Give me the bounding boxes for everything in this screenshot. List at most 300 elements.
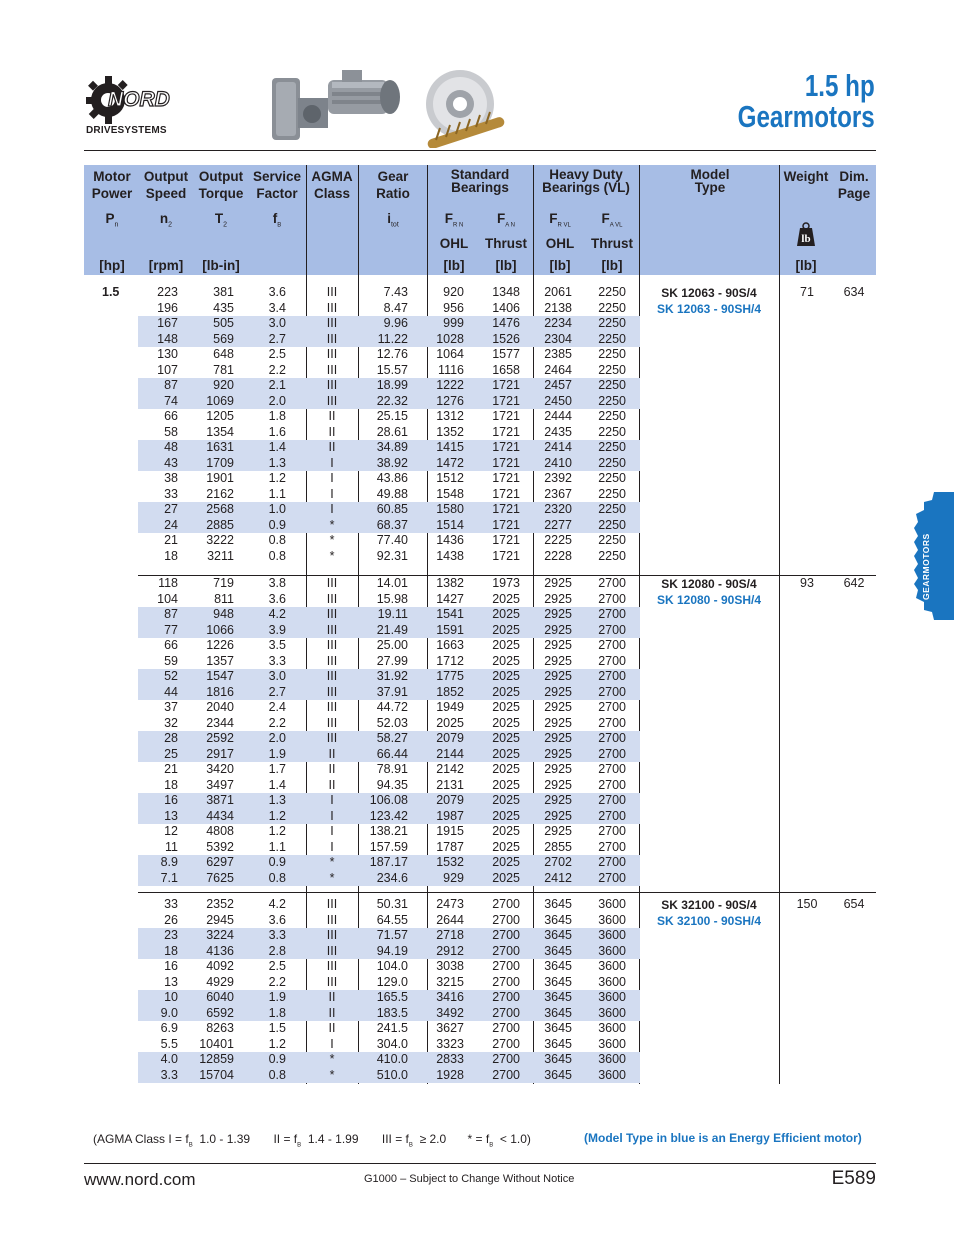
side-tab-label: GEARMOTORS — [921, 533, 931, 600]
table-cell: 2025 — [492, 824, 520, 838]
table-cell: 2352 — [206, 897, 234, 911]
table-cell: 3.8 — [268, 576, 286, 590]
table-cell: 1721 — [492, 533, 520, 547]
table-cell: 2025 — [492, 607, 520, 621]
table-cell: 223 — [157, 285, 178, 299]
table-cell: 2025 — [492, 762, 520, 776]
table-cell: 2700 — [492, 912, 520, 927]
table-cell: 2718 — [436, 928, 464, 942]
table-cell: * — [329, 855, 335, 869]
table-cell: 2450 — [544, 393, 572, 408]
table-cell: * — [329, 1052, 335, 1066]
table-cell: 2925 — [544, 700, 572, 714]
table-cell: 2.5 — [268, 347, 286, 361]
table-cell: 2025 — [492, 638, 520, 652]
table-cell: 3645 — [544, 897, 572, 911]
table-cell: II — [328, 1021, 336, 1035]
col-header-motor-power: Motor Power — [91, 169, 133, 201]
table-cell: 68.37 — [376, 517, 408, 532]
table-cell: 2250 — [598, 285, 626, 299]
table-cell: 2464 — [544, 362, 572, 377]
table-cell: 27 — [164, 502, 178, 516]
table-cell: 2250 — [598, 393, 626, 408]
table-cell: 3600 — [598, 1067, 626, 1082]
table-cell: 1028 — [436, 331, 464, 346]
table-cell: 2700 — [492, 974, 520, 989]
symbol-t2: $T_2$ — [214, 211, 228, 229]
table-cell: 920 — [443, 285, 464, 299]
table-cell: 196 — [157, 300, 178, 315]
table-cell: 2700 — [598, 576, 626, 590]
table-cell: 1658 — [492, 362, 520, 377]
table-cell: 87 — [164, 378, 178, 392]
table-cell: 1721 — [492, 502, 520, 516]
footer-rule — [84, 1163, 876, 1164]
table-cell: 304.0 — [376, 1036, 408, 1051]
table-cell: 7.43 — [383, 285, 408, 299]
table-cell: 234.6 — [376, 870, 408, 885]
table-cell: 4434 — [206, 808, 234, 823]
table-cell: 2025 — [492, 622, 520, 637]
symbol-favl: $F_{A VL}$ Thrust — [591, 211, 633, 251]
table-cell: 3600 — [598, 1052, 626, 1066]
table-cell: 2304 — [544, 331, 572, 346]
table-cell: 1.1 — [268, 839, 286, 854]
table-cell: 3627 — [436, 1021, 464, 1035]
table-cell: 2344 — [206, 715, 234, 730]
table-cell: 1.8 — [268, 1005, 286, 1020]
table-cell: II — [328, 990, 336, 1004]
table-cell: III — [326, 700, 338, 714]
table-cell: 3.3 — [160, 1067, 178, 1082]
weight-value: 93 — [800, 576, 814, 590]
footer-url[interactable]: www.nord.com — [84, 1170, 196, 1189]
table-cell: 66.44 — [376, 746, 408, 761]
table-cell: 1436 — [436, 533, 464, 547]
table-cell: 44 — [164, 684, 178, 699]
model-type — [640, 576, 778, 608]
col-header-agma-class: AGMA Class — [311, 169, 353, 201]
table-cell: 2700 — [492, 943, 520, 958]
table-cell: 2392 — [544, 471, 572, 485]
table-cell: III — [326, 393, 338, 408]
table-cell: * — [329, 533, 335, 547]
table-cell: 43 — [164, 455, 178, 470]
table-cell: 12 — [164, 824, 178, 838]
gearmotors-tab — [914, 492, 954, 620]
table-cell: 1915 — [436, 824, 464, 838]
table-cell: 2025 — [492, 669, 520, 683]
symbol-pn: $P_n$ — [105, 211, 119, 229]
table-cell: 920 — [213, 378, 234, 392]
table-cell: 2700 — [598, 824, 626, 838]
table-cell: 9.96 — [383, 316, 408, 330]
table-cell: 2162 — [206, 486, 234, 501]
table-cell: 2131 — [436, 777, 464, 792]
table-cell: 12.76 — [376, 347, 408, 361]
table-cell: 3600 — [598, 990, 626, 1004]
table-cell: 15.98 — [376, 591, 408, 606]
table-cell: 3.9 — [268, 622, 286, 637]
table-cell: 1.2 — [268, 471, 286, 485]
table-cell: 2412 — [544, 870, 572, 885]
table-cell: 7625 — [206, 870, 234, 885]
table-cell: 1205 — [206, 409, 234, 423]
table-cell: 3600 — [598, 1021, 626, 1035]
table-cell: 3215 — [436, 974, 464, 989]
table-cell: 2700 — [492, 1005, 520, 1020]
table-cell: III — [326, 684, 338, 699]
table-cell: 2250 — [598, 362, 626, 377]
table-cell: 2700 — [598, 808, 626, 823]
table-cell: 58.27 — [376, 731, 408, 745]
table-cell: 1.4 — [268, 777, 286, 792]
table-cell: I — [330, 486, 334, 501]
table-cell: 74 — [164, 393, 178, 408]
col-header-service-factor: Service Factor — [252, 169, 302, 201]
table-cell: 1.7 — [268, 762, 286, 776]
table-cell: 138.21 — [369, 824, 408, 838]
table-cell: 1352 — [436, 424, 464, 439]
table-cell: 2700 — [492, 990, 520, 1004]
table-cell: 3323 — [436, 1036, 464, 1051]
table-cell: 2061 — [544, 285, 572, 299]
table-cell: 2885 — [206, 517, 234, 532]
table-cell: 11 — [165, 839, 178, 854]
table-cell: 3600 — [598, 1036, 626, 1051]
table-cell: 3.5 — [268, 638, 286, 652]
table-cell: 1.6 — [268, 424, 286, 439]
table-cell: 2700 — [598, 715, 626, 730]
table-cell: II — [328, 424, 336, 439]
table-cell: 3645 — [544, 1067, 572, 1082]
table-cell: 1721 — [492, 471, 520, 485]
table-cell: 28 — [164, 731, 178, 745]
table-cell: 2138 — [544, 300, 572, 315]
table-cell: III — [326, 378, 338, 392]
table-cell: 2.0 — [268, 731, 286, 745]
table-cell: 1901 — [206, 471, 234, 485]
table-cell: 2700 — [598, 793, 626, 807]
table-cell: 4.2 — [268, 897, 286, 911]
header-rule — [84, 150, 876, 151]
table-cell: 2917 — [206, 746, 234, 761]
table-cell: 1721 — [492, 486, 520, 501]
table-cell: 77.40 — [376, 533, 408, 547]
table-cell: III — [326, 362, 338, 377]
table-cell: 2925 — [544, 746, 572, 761]
table-cell: 2025 — [492, 777, 520, 792]
dim-page-value: 642 — [843, 576, 865, 590]
symbol-frn: $F_{R N}$ OHL — [439, 211, 469, 251]
table-cell: 510.0 — [376, 1067, 408, 1082]
table-cell: 2700 — [492, 1067, 520, 1082]
table-cell: 2700 — [598, 669, 626, 683]
table-cell: 2700 — [492, 1052, 520, 1066]
table-cell: III — [326, 974, 338, 989]
table-cell: 1526 — [492, 331, 520, 346]
table-cell: 2320 — [544, 502, 572, 516]
table-cell: II — [328, 762, 336, 776]
table-cell: 3600 — [598, 1005, 626, 1020]
table-cell: 2925 — [544, 793, 572, 807]
table-cell: 9.0 — [160, 1005, 178, 1020]
table-cell: 2079 — [436, 731, 464, 745]
footer-note: G1000 – Subject to Change Without Notice — [364, 1173, 575, 1185]
table-cell: 2025 — [492, 731, 520, 745]
table-cell: 58 — [164, 424, 178, 439]
table-cell: 77 — [164, 622, 178, 637]
svg-text:lb: lb — [801, 233, 811, 245]
table-cell: 1476 — [492, 316, 520, 330]
table-cell: 6297 — [206, 855, 234, 869]
table-cell: 569 — [213, 331, 234, 346]
dim-page-value: 634 — [843, 285, 865, 299]
table-cell: 2945 — [206, 912, 234, 927]
table-cell: 1.2 — [268, 1036, 286, 1051]
table-cell: 381 — [213, 285, 234, 299]
table-cell: II — [328, 1005, 336, 1020]
table-cell: 1514 — [436, 517, 464, 532]
table-cell: * — [329, 870, 335, 885]
table-cell: 167 — [157, 316, 178, 330]
table-cell: 2250 — [598, 455, 626, 470]
table-cell: 2700 — [598, 777, 626, 792]
table-cell: 7.1 — [160, 870, 178, 885]
table-cell: 3600 — [598, 897, 626, 911]
table-cell: 3.4 — [268, 300, 286, 315]
table-cell: 2228 — [544, 548, 572, 563]
table-cell: 2025 — [492, 591, 520, 606]
table-cell: 2700 — [598, 684, 626, 699]
table-cell: 0.8 — [268, 1067, 286, 1082]
table-cell: 4929 — [206, 974, 234, 989]
model-standard: SK 32100 - 90S/4 — [661, 898, 757, 912]
table-cell: III — [326, 731, 338, 745]
table-cell: 3.6 — [268, 285, 286, 299]
table-cell: 104.0 — [376, 959, 408, 973]
table-cell: 1816 — [206, 684, 234, 699]
table-cell: 2925 — [544, 808, 572, 823]
table-cell: 2925 — [544, 731, 572, 745]
table-cell: 2.8 — [268, 943, 286, 958]
table-cell: 2.2 — [268, 974, 286, 989]
table-cell: 2457 — [544, 378, 572, 392]
gearmotor-photo — [272, 70, 404, 148]
table-cell: 44.72 — [376, 700, 408, 714]
table-cell: 435 — [213, 300, 234, 315]
table-cell: 123.42 — [369, 808, 408, 823]
table-cell: 1226 — [206, 638, 234, 652]
table-cell: 2.5 — [268, 959, 286, 973]
table-cell: 3.3 — [268, 928, 286, 942]
table-cell: 64.55 — [376, 912, 408, 927]
weight-value: 71 — [800, 285, 814, 299]
table-cell: 2025 — [492, 653, 520, 668]
table-cell: 1382 — [436, 576, 464, 590]
table-cell: * — [329, 517, 335, 532]
table-cell: 3600 — [598, 912, 626, 927]
table-cell: 2700 — [598, 746, 626, 761]
table-cell: 3222 — [206, 533, 234, 547]
table-cell: 2250 — [598, 331, 626, 346]
table-cell: 1312 — [436, 409, 464, 423]
symbol-fan: $F_{A N}$ Thrust — [485, 211, 527, 251]
table-cell: 187.17 — [369, 855, 408, 869]
table-cell: 2250 — [598, 424, 626, 439]
table-cell: 2250 — [598, 517, 626, 532]
title-line1: 1.5 hp — [805, 68, 875, 103]
table-cell: 4136 — [206, 943, 234, 958]
table-cell: 25.00 — [376, 638, 408, 652]
table-cell: 2700 — [492, 1036, 520, 1051]
table-cell: 4092 — [206, 959, 234, 973]
table-cell: 1354 — [206, 424, 234, 439]
table-cell: III — [326, 622, 338, 637]
unit-hp: [hp] — [99, 258, 125, 273]
table-cell: 929 — [443, 870, 464, 885]
table-cell: 2410 — [544, 455, 572, 470]
table-cell: 0.9 — [268, 855, 286, 869]
table-cell: 21 — [164, 762, 178, 776]
table-cell: 2700 — [492, 897, 520, 911]
table-cell: 2367 — [544, 486, 572, 501]
table-cell: 2250 — [598, 440, 626, 454]
table-cell: 2700 — [598, 653, 626, 668]
table-cell: 2700 — [492, 959, 520, 973]
model-energy-efficient: SK 12063 - 90SH/4 — [656, 302, 762, 316]
table-cell: 3.0 — [268, 669, 286, 683]
table-cell: 3645 — [544, 943, 572, 958]
table-cell: 2025 — [436, 715, 464, 730]
model-energy-efficient: SK 32100 - 90SH/4 — [656, 914, 762, 928]
table-cell: 37.91 — [376, 684, 408, 699]
agma-legend: (AGMA Class $I = f_B$ 1.0 - 1.39 II = $f_B$ 1.4 - 1.99 III = $f_B \ge 2.0$ * = $f_B < 1.0$) — [93, 1132, 531, 1149]
table-cell: 25.15 — [376, 409, 408, 423]
table-cell: 2700 — [598, 870, 626, 885]
table-cell: 2025 — [492, 793, 520, 807]
table-cell: III — [326, 715, 338, 730]
table-cell: 148 — [157, 331, 178, 346]
table-cell: 21 — [164, 533, 178, 547]
table-cell: 32 — [164, 715, 178, 730]
table-cell: 1438 — [436, 548, 464, 563]
table-cell: 10 — [164, 990, 178, 1004]
table-cell: 1721 — [492, 440, 520, 454]
table-cell: 1066 — [206, 622, 234, 637]
table-cell: 5392 — [206, 839, 234, 854]
model-standard: SK 12080 - 90S/4 — [661, 577, 757, 591]
model-type — [640, 285, 778, 317]
model-standard: SK 12063 - 90S/4 — [661, 286, 757, 300]
page-title — [738, 70, 875, 132]
table-cell: 4.2 — [268, 607, 286, 621]
table-cell: 27.99 — [376, 653, 408, 668]
table-cell: 2444 — [544, 409, 572, 423]
table-cell: 157.59 — [369, 839, 408, 854]
table-cell: 3420 — [206, 762, 234, 776]
table-cell: 3645 — [544, 912, 572, 927]
table-cell: 3492 — [436, 1005, 464, 1020]
table-cell: 1.0 — [268, 502, 286, 516]
table-cell: 18 — [164, 777, 178, 792]
table-cell: 31.92 — [376, 669, 408, 683]
table-cell: III — [326, 912, 338, 927]
table-cell: 2250 — [598, 316, 626, 330]
table-cell: 106.08 — [369, 793, 408, 807]
table-cell: 4.0 — [160, 1052, 178, 1066]
table-cell: 2144 — [436, 746, 464, 761]
table-cell: I — [330, 471, 334, 485]
table-cell: 28.61 — [376, 424, 408, 439]
table-cell: 13 — [164, 974, 178, 989]
table-cell: 1064 — [436, 347, 464, 361]
table-cell: 2277 — [544, 517, 572, 532]
table-cell: 3645 — [544, 928, 572, 942]
table-cell: 2025 — [492, 700, 520, 714]
table-cell: III — [326, 897, 338, 911]
table-cell: * — [329, 1067, 335, 1082]
table-cell: 19.11 — [377, 607, 408, 621]
table-cell: 505 — [213, 316, 234, 330]
table-cell: 2.0 — [268, 393, 286, 408]
table-cell: 66 — [164, 409, 178, 423]
table-cell: 52.03 — [376, 715, 408, 730]
unit-lb-frn: [lb] — [443, 258, 465, 273]
symbol-fb: $f_B$ — [272, 211, 282, 229]
table-cell: 1580 — [436, 502, 464, 516]
model-energy-efficient: SK 12080 - 90SH/4 — [656, 593, 762, 607]
table-cell: 2925 — [544, 638, 572, 652]
energy-efficient-footnote: (Model Type in blue is an Energy Efficient motor) — [584, 1131, 862, 1145]
table-cell: 2700 — [492, 1021, 520, 1035]
table-cell: 1721 — [492, 548, 520, 563]
symbol-n2: $n_2$ — [159, 211, 173, 229]
table-cell: 18.99 — [376, 378, 408, 392]
col-header-heavy-duty-bearings: Heavy Duty Bearings (VL) — [542, 167, 630, 195]
table-cell: 2702 — [544, 855, 572, 869]
table-cell: 11.22 — [377, 331, 408, 346]
table-cell: 2925 — [544, 777, 572, 792]
table-cell: 16 — [164, 793, 178, 807]
table-cell: 50.31 — [376, 897, 408, 911]
table-cell: 3600 — [598, 974, 626, 989]
table-cell: 1721 — [492, 393, 520, 408]
table-cell: 1.2 — [268, 824, 286, 838]
table-cell: 2700 — [492, 928, 520, 942]
table-cell: 92.31 — [376, 548, 408, 563]
table-cell: 3224 — [206, 928, 234, 942]
table-cell: I — [330, 808, 334, 823]
table-cell: 1709 — [206, 455, 234, 470]
table-cell: 1276 — [436, 393, 464, 408]
table-cell: 3416 — [436, 990, 464, 1004]
table-cell: 1721 — [492, 378, 520, 392]
table-cell: 2079 — [436, 793, 464, 807]
table-cell: 2435 — [544, 424, 572, 439]
table-cell: 410.0 — [376, 1052, 408, 1066]
table-cell: 2592 — [206, 731, 234, 745]
table-cell: 24 — [164, 517, 178, 532]
table-cell: 1.5 — [268, 1021, 286, 1035]
table-cell: 2025 — [492, 808, 520, 823]
table-cell: 781 — [213, 362, 234, 377]
table-cell: 129.0 — [376, 974, 408, 989]
table-cell: 0.8 — [268, 533, 286, 547]
table-cell: I — [330, 793, 334, 807]
table-cell: * — [329, 548, 335, 563]
table-cell: 1069 — [206, 393, 234, 408]
